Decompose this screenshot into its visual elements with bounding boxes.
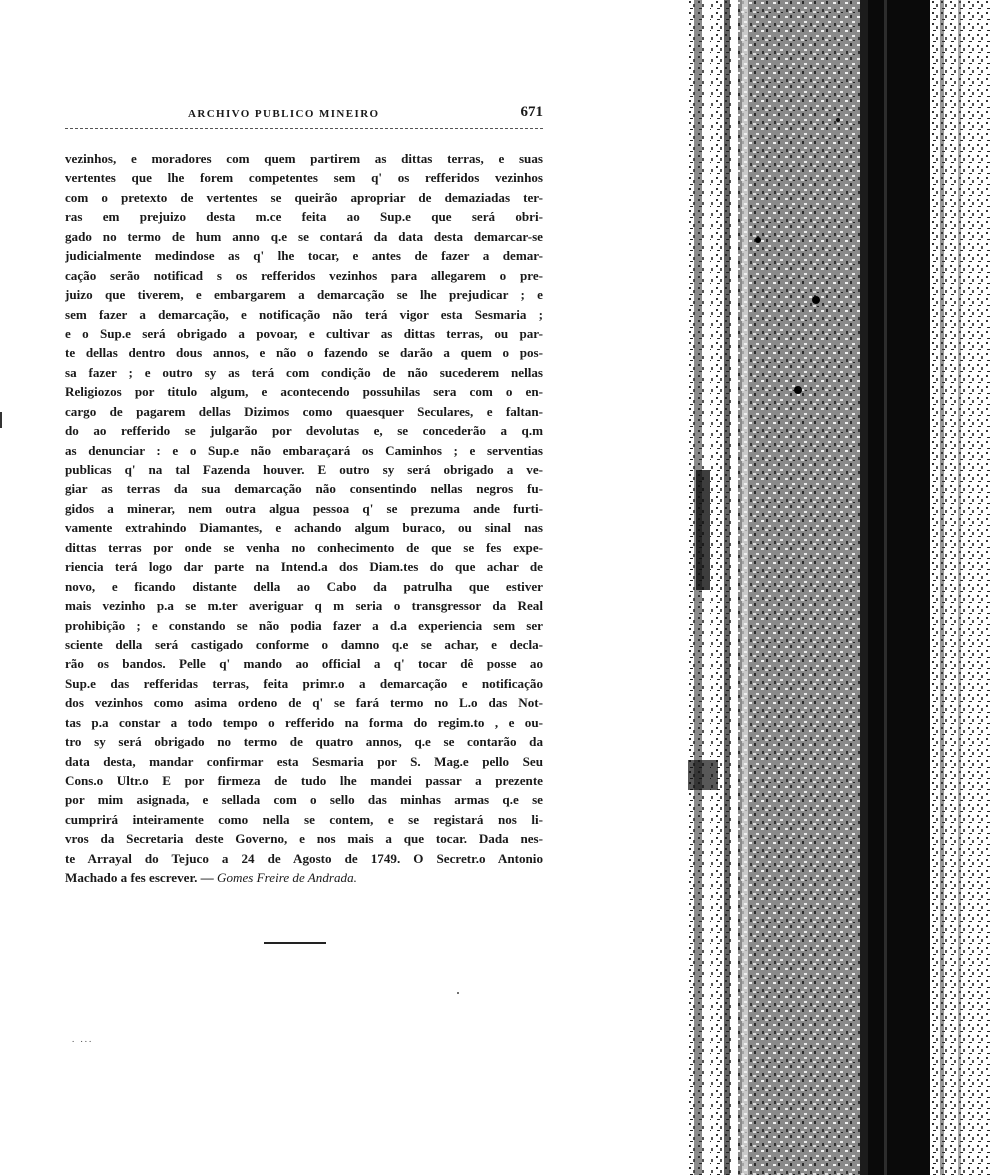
text-line: vamente extrahindo Diamantes, e achando algum buraco, ou sinal nas [65, 520, 543, 536]
text-line: vros da Secretaria deste Governo, e nos mais a que tocar. Dada nes- [65, 831, 543, 847]
text-line: cargo de pagarem dellas Dizimos como quaesquer Seculares, e faltan- [65, 403, 543, 419]
header-rule [65, 128, 543, 129]
text-line: te dellas dentro dous annos, e não o fazendo se darão a quem o pos- [65, 345, 543, 361]
spine-texture [688, 0, 990, 1175]
body-text [65, 149, 543, 888]
text-line: gidos a minerar, nem outra algua pessoa q' se prezuma ande furti- [65, 500, 543, 516]
text-line: e o Sup.e será obrigado a povoar, e cultivar as dittas terras, ou par- [65, 325, 543, 341]
margin-mark [0, 412, 2, 428]
text-line: rão os bandos. Pelle q' mando ao official a q' tocar dê posse ao [65, 656, 543, 672]
text-line: dos vezinhos como asima ordeno de q' se fará termo no L.o das Not- [65, 695, 543, 711]
text-line: do ao refferido se julgarão por devolutas e, se concederão a q.m [65, 423, 543, 439]
text-line: sa fazer ; e outro sy as terá com condição de não sucederem nellas [65, 364, 543, 380]
footer-marks: . ... [72, 1034, 94, 1044]
end-rule [264, 942, 326, 944]
text-line: vezinhos, e moradores com quem partirem as dittas terras, e suas [65, 151, 543, 166]
text-line: judicialmente medindose as q' lhe tocar, e antes de fazer a demar- [65, 248, 543, 264]
text-line: Sup.e das refferidas terras, feita primr.o a demarcação e notificação [65, 675, 543, 691]
signature: Gomes Freire de Andrada. [217, 870, 357, 886]
text-line: prohibição ; e constando se não podia fazer a d.a experiencia sem ser [65, 617, 543, 633]
text-line: com o pretexto de vertentes se queirão apropriar de demaziadas ter- [65, 189, 543, 205]
text-line: cação serão notificad s os refferidos vezinhos para allegarem o pre- [65, 267, 543, 283]
final-line [65, 868, 543, 887]
text-line: novo, e ficando distante della ao Cabo da patrulha que estiver [65, 578, 543, 594]
text-line: gado no termo de hum anno q.e se contará da data desta demarcar-se [65, 228, 543, 244]
page-header [65, 104, 543, 126]
text-line: sem fazer a demarcação, e notificação não terá vigor esta Sesmaria ; [65, 306, 543, 322]
text-line: riencia terá logo dar parte na Intend.a dos Diam.tes do que achar de [65, 559, 543, 575]
text-line: tro sy será obrigado no termo de quatro annos, q.e se contarão da [65, 734, 543, 750]
text-line: por mim asignada, e sellada com o sello das minhas armas q.e se [65, 792, 543, 808]
page-number: 671 [520, 104, 543, 120]
text-line: cumprirá inteiramente como nella se contem, e se registará nos li- [65, 811, 543, 827]
text-line: sciente della será castigado conforme o damno q.e se achar, e decla- [65, 636, 543, 652]
ink-speck [457, 992, 459, 994]
book-spine-edge [688, 0, 990, 1175]
text-line: te Arrayal do Tejuco a 24 de Agosto de 1749. O Secretr.o Antonio [65, 850, 543, 866]
text-line: Religiozos por titulo algum, e acontecendo possuhilas sera com o en- [65, 384, 543, 400]
text-line: ras em prejuizo desta m.ce feita ao Sup.e que será obri- [65, 209, 543, 225]
text-line: tas p.a constar a todo tempo o refferido na forma do regim.to , e ou- [65, 714, 543, 730]
text-line: as denunciar : e o Sup.e não embaraçará os Caminhos ; e serventias [65, 442, 543, 458]
text-line: juizo que tiverem, e embargarem a demarcação se lhe prejudicar ; e [65, 287, 543, 303]
final-line-text: Machado a fes escrever. — [65, 870, 214, 886]
text-line: giar as terras da sua demarcação não consentindo nellas negros fu- [65, 481, 543, 497]
text-line: mais vezinho p.a se m.ter averiguar q m seria o transgressor da Real [65, 598, 543, 614]
text-line: vertentes que lhe forem competentes sem q' os refferidos vezinhos [65, 170, 543, 186]
running-title: ARCHIVO PUBLICO MINEIRO [188, 108, 380, 120]
text-line: publicas q' na tal Fazenda houver. E outro sy será obrigado a ve- [65, 462, 543, 477]
text-line: Cons.o Ultr.o E por firmeza de tudo lhe mandei passar a prezente [65, 773, 543, 788]
text-line: dittas terras por onde se venha no conhecimento de que se fes expe- [65, 539, 543, 555]
text-line: data desta, mandar confirmar esta Sesmaria por S. Mag.e pello Seu [65, 753, 543, 769]
